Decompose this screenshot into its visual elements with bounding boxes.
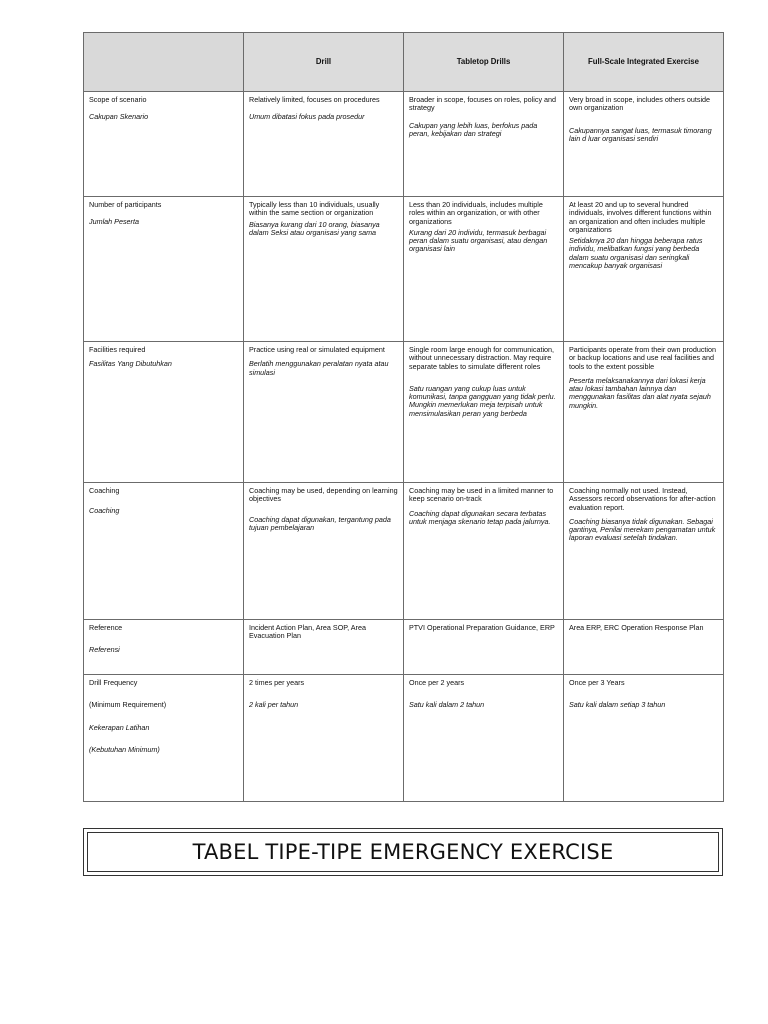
cell-text-en: PTVI Operational Preparation Guidance, ERP	[409, 623, 555, 632]
row-label-en: Coaching	[89, 486, 120, 495]
cell-text-en: Typically less than 10 individuals, usually within the same section or organization	[249, 200, 380, 218]
cell-text-en: Once per 2 years	[409, 678, 465, 687]
drill-cell	[244, 483, 404, 620]
row-label-id: Jumlah Peserta	[89, 217, 139, 227]
row-label-en: Facilities required	[89, 345, 146, 354]
fullscale-cell	[564, 342, 724, 483]
cell-text-id: Satu kali dalam 2 tahun	[409, 700, 485, 710]
table-row	[84, 197, 724, 342]
tabletop-cell	[404, 483, 564, 620]
cell-text-en: Incident Action Plan, Area SOP, Area Evacuation Plan	[249, 623, 366, 641]
drill-cell	[244, 342, 404, 483]
drill-cell	[244, 92, 404, 197]
cell-text-id: 2 kali per tahun	[249, 700, 299, 710]
cell-text-en: Coaching normally not used. Instead, Assessors record observations for after-action evaluation report.	[569, 486, 716, 512]
row-label-cell	[84, 620, 244, 675]
caption-box	[83, 828, 723, 876]
fullscale-cell	[564, 483, 724, 620]
cell-text-id: Cakupannya sangat luas, termasuk timorang lain d luar organisasi sendiri	[569, 125, 712, 143]
table-row	[84, 620, 724, 675]
fullscale-cell	[564, 92, 724, 197]
row-label-en: Number of participants	[89, 200, 162, 209]
cell-text-id: Berlatih menggunakan peralatan nyata atau simulasi	[249, 359, 389, 377]
drill-cell	[244, 620, 404, 675]
cell-text-en: Single room large enough for communication, without unnecessary distraction. May require separate tables to simulate different roles	[409, 345, 555, 371]
row-label-cell	[84, 342, 244, 483]
row-label-id: Kekerapan Latihan	[89, 722, 150, 732]
row-label-en: Scope of scenario	[89, 95, 147, 104]
cell-text-id: Coaching dapat digunakan secara terbatas untuk menjaga skenario tetap pada jalurnya.	[409, 508, 551, 526]
row-label-id: Referensi	[89, 645, 120, 655]
cell-text-en: Less than 20 individuals, includes multiple roles within an organization, or with other organizations	[409, 200, 543, 226]
cell-text-id: Setidaknya 20 dan hingga beberapa ratus individu, melibatkan fungsi yang berbeda dalam suatu organisasi dan seringkali mencakup banyak organisasi	[569, 236, 703, 270]
header-row	[84, 33, 724, 92]
cell-text-en: Coaching may be used, depending on learning objectives	[249, 486, 398, 504]
table-row	[84, 342, 724, 483]
emergency-exercise-table	[83, 32, 724, 802]
caption-title: TABEL TIPE-TIPE EMERGENCY EXERCISE	[87, 832, 719, 872]
table-row	[84, 675, 724, 802]
cell-text-en: Participants operate from their own production or backup locations and use real facilities and tools to the extent possible	[569, 345, 717, 371]
cell-text-en: Very broad in scope, includes others outside own organization	[569, 95, 711, 113]
fullscale-cell	[564, 197, 724, 342]
cell-text-id: Umum dibatasi fokus pada prosedur	[249, 112, 365, 122]
cell-text-en: Area ERP, ERC Operation Response Plan	[569, 623, 704, 632]
cell-text-id: Peserta melaksanakannya dari lokasi kerja atau lokasi tambahan lainnya dan menggunakan fasilitas dan alat nyata sejauh mungkin.	[569, 375, 711, 410]
row-label-id: Coaching	[89, 506, 120, 516]
cell-text-en: Relatively limited, focuses on procedures	[249, 95, 380, 104]
header-drill: Drill	[244, 33, 404, 92]
row-label-cell	[84, 483, 244, 620]
table-row	[84, 483, 724, 620]
cell-text-id: Biasanya kurang dari 10 orang, biasanya dalam Seksi atau organisasi yang sama	[249, 219, 380, 237]
fullscale-cell	[564, 675, 724, 802]
cell-text-id: Kurang dari 20 individu, termasuk berbagai peran dalam suatu organisasi, atau dengan organisasi lain	[409, 227, 548, 254]
row-label-id-extra: (Kebutuhan Minimum)	[89, 744, 160, 754]
row-label-id: Fasilitas Yang Dibutuhkan	[89, 359, 172, 369]
tabletop-cell	[404, 675, 564, 802]
header-tabletop: Tabletop Drills	[404, 33, 564, 92]
cell-text-en: Once per 3 Years	[569, 678, 625, 687]
row-label-cell	[84, 197, 244, 342]
cell-text-en: Coaching may be used in a limited manner to keep scenario on-track	[409, 486, 554, 504]
cell-text-en: Broader in scope, focuses on roles, policy and strategy	[409, 95, 557, 113]
row-label-extra: (Minimum Requirement)	[89, 700, 167, 710]
tabletop-cell	[404, 197, 564, 342]
cell-text-id: Coaching dapat digunakan, tergantung pada tujuan pembelajaran	[249, 514, 391, 532]
fullscale-cell	[564, 620, 724, 675]
table-row	[84, 92, 724, 197]
header-corner	[84, 33, 244, 92]
tabletop-cell	[404, 92, 564, 197]
cell-text-id: Satu kali dalam setiap 3 tahun	[569, 700, 666, 710]
row-label-en: Reference	[89, 623, 123, 632]
tabletop-cell	[404, 620, 564, 675]
row-label-cell	[84, 92, 244, 197]
tabletop-cell	[404, 342, 564, 483]
cell-text-en: At least 20 and up to several hundred individuals, involves different functions within an organization and often includes multiple organizations	[569, 200, 712, 234]
row-label-cell	[84, 675, 244, 802]
cell-text-id: Coaching biasanya tidak digunakan. Sebagai gantinya, Penilai merekam pengamatan untuk laporan evaluasi setelah tindakan.	[569, 516, 716, 543]
row-label-en: Drill Frequency	[89, 678, 138, 687]
cell-text-en: 2 times per years	[249, 678, 305, 687]
header-fullscale: Full-Scale Integrated Exercise	[564, 33, 724, 92]
row-label-id: Cakupan Skenario	[89, 112, 149, 122]
cell-text-id: Satu ruangan yang cukup luas untuk komunikasi, tanpa gangguan yang tidak perlu. Mungkin memerlukan meja terpisah untuk mensimulasikan peran yang berbeda	[409, 383, 556, 418]
cell-text-en: Practice using real or simulated equipment	[249, 345, 385, 354]
cell-text-id: Cakupan yang lebih luas, berfokus pada peran, kebijakan dan strategi	[409, 120, 538, 138]
drill-cell	[244, 197, 404, 342]
drill-cell	[244, 675, 404, 802]
